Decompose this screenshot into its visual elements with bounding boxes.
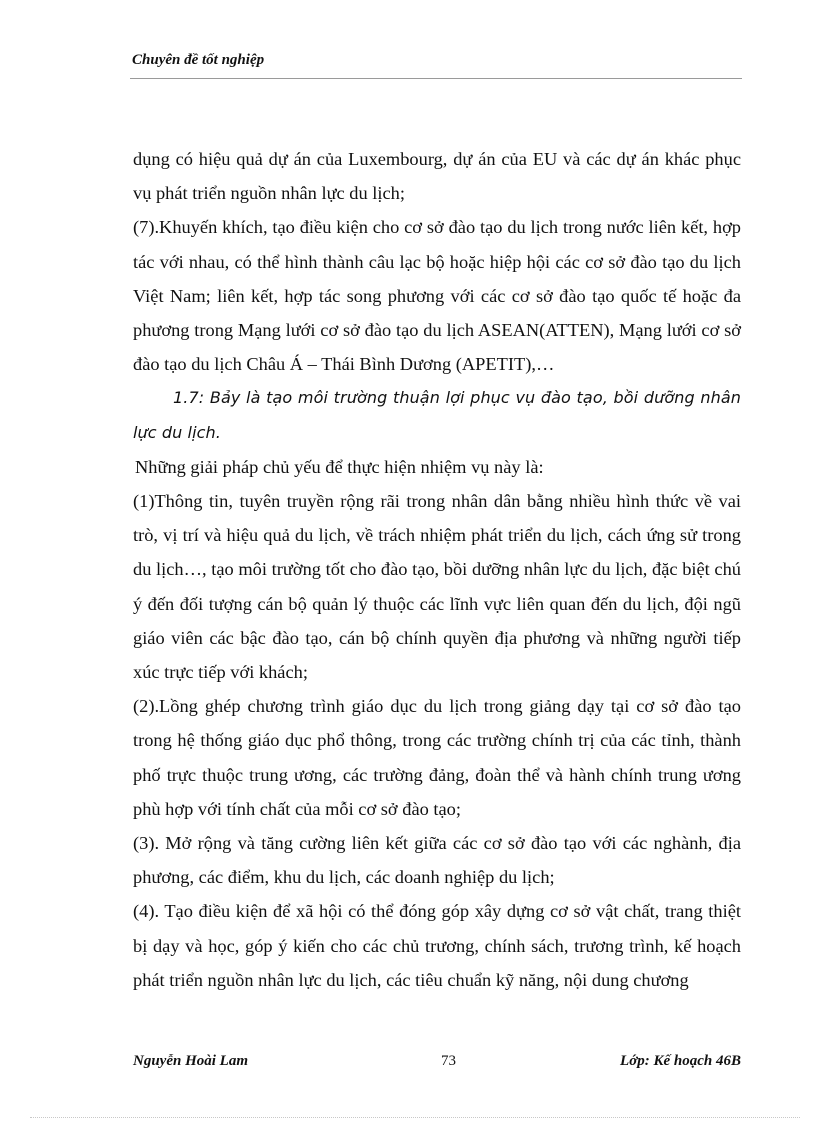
paragraph-item-7: (7).Khuyến khích, tạo điều kiện cho cơ sở đào tạo du lịch trong nước liên kết, hợp tác với nhau, có thể hình thành câu lạc bộ hoặc hiệp hội các cơ sở đào tạo du lịch Việt Nam; liên kết, hợp tác song phương với các cơ sở đào tạo quốc tế hoặc đa phương trong Mạng lưới cơ sở đào tạo du lịch ASEAN(ATTEN), Mạng lưới cơ sở đào tạo du lịch Châu Á – Thái Bình Dương (APETIT),… [133,217,741,375]
paragraph-continuation: dụng có hiệu quả dự án của Luxembourg, dự án của EU và các dự án khác phục vụ phát triển nguồn nhân lực du lịch; [133,149,741,204]
paragraph-item-2: (2).Lồng ghép chương trình giáo dục du lịch trong giảng dạy tại cơ sở đào tạo trong hệ thống giáo dục phổ thông, trong các trường chính trị của các tỉnh, thành phố trực thuộc trung ương, các trường đảng, đoàn thể và hành chính trung ương phù hợp với tính chất của mỗi cơ sở đào tạo; [133,696,741,819]
document-body [133,142,741,997]
section-heading-1-7: 1.7: Bảy là tạo môi trường thuận lợi phục vụ đào tạo, bồi dưỡng nhân lực du lịch. [133,388,741,442]
page-number: 73 [441,1053,456,1069]
header-divider [130,78,742,79]
footer-class: Lớp: Kế hoạch 46B [620,1053,741,1069]
paragraph-item-4: (4). Tạo điều kiện để xã hội có thể đóng góp xây dựng cơ sở vật chất, trang thiệt bị dạy và học, góp ý kiến cho các chủ trương, chính sách, trương trình, kế hoạch phát triển nguồn nhân lực du lịch, các tiêu chuẩn kỹ năng, nội dung chương [133,901,741,990]
paragraph-item-1: (1)Thông tin, tuyên truyền rộng rãi trong nhân dân bằng nhiều hình thức về vai trò, vị trí và hiệu quả du lịch, về trách nhiệm phát triển du lịch, cách ứng sử trong du lịch…, tạo môi trường tốt cho đào tạo, bồi dưỡng nhân lực du lịch, đặc biệt chú ý đến đối tượng cán bộ quản lý thuộc các lĩnh vực liên quan đến du lịch, đội ngũ giáo viên các bậc đào tạo, cán bộ chính quyền địa phương và những người tiếp xúc trực tiếp với khách; [133,491,741,683]
page-bottom-divider [30,1117,800,1118]
paragraph-intro: Những giải pháp chủ yếu để thực hiện nhiệm vụ này là: [135,456,544,477]
running-header: Chuyên đề tốt nghiệp [132,52,265,68]
page-footer [133,1053,741,1075]
footer-author: Nguyễn Hoài Lam [133,1053,248,1069]
paragraph-item-3: (3). Mở rộng và tăng cường liên kết giữa các cơ sở đào tạo với các nghành, địa phương, các điểm, khu du lịch, các doanh nghiệp du lịch; [133,833,741,888]
